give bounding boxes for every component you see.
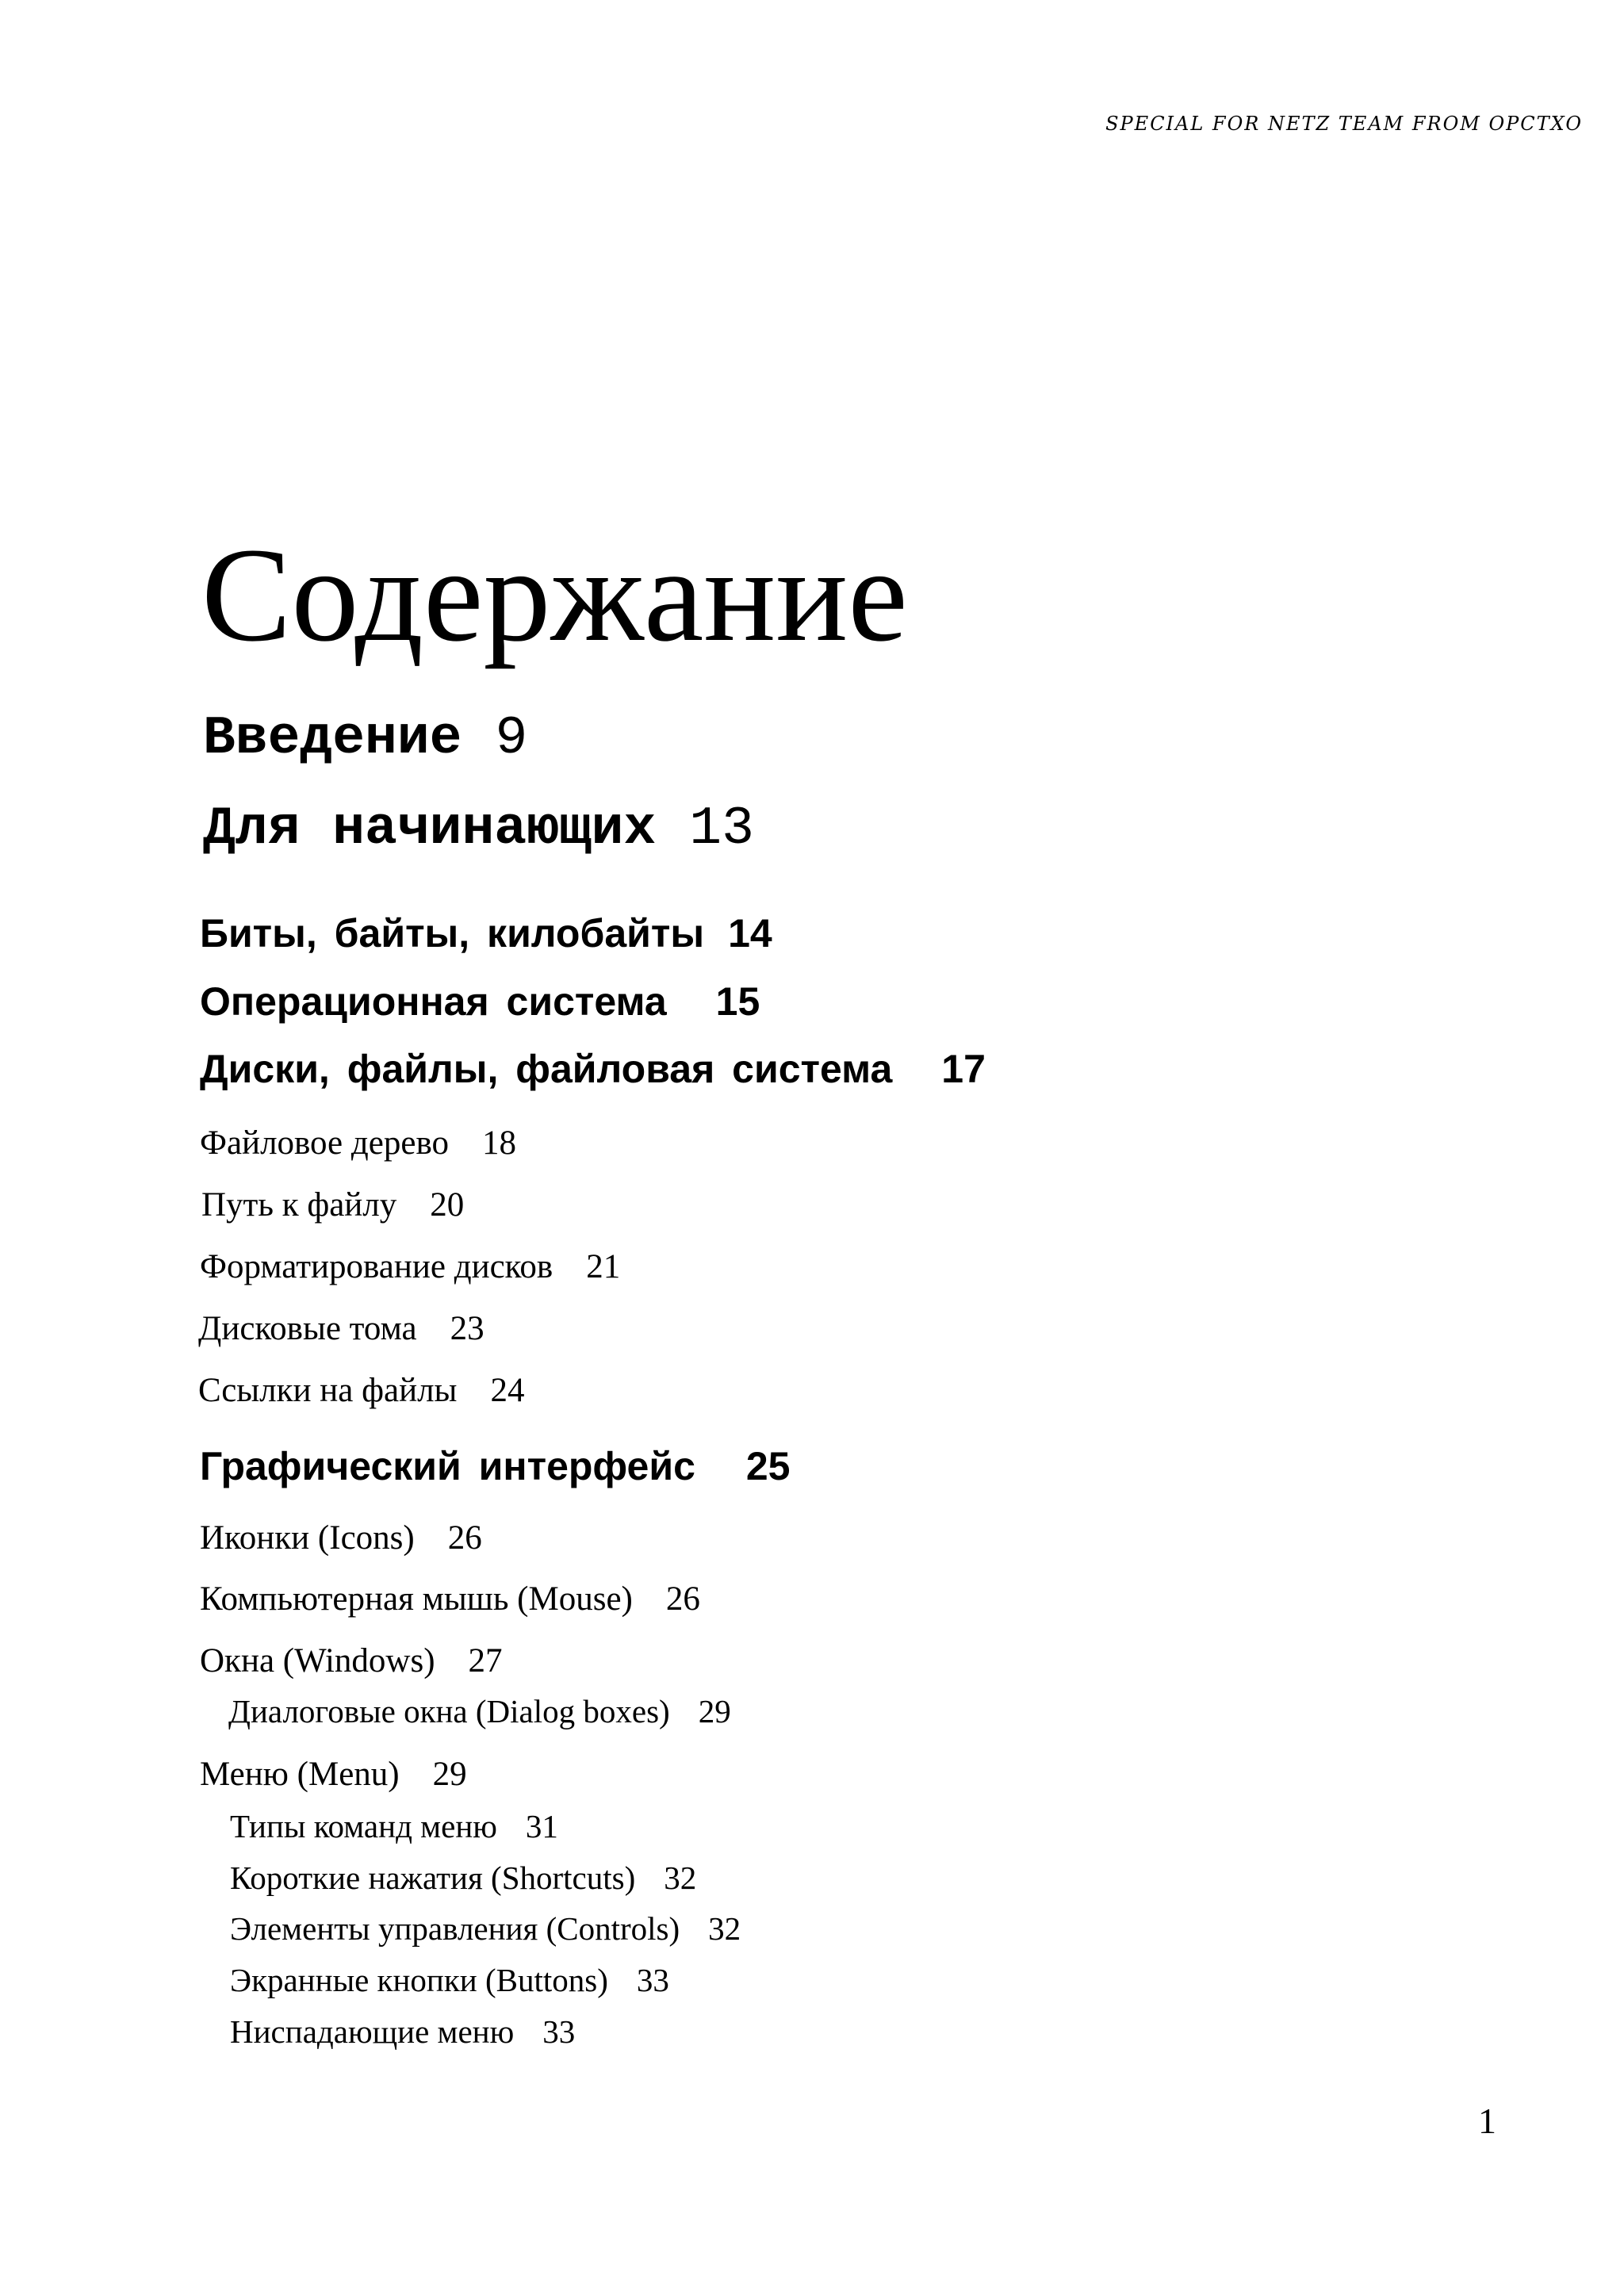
toc-entry-page: 29 bbox=[698, 1693, 731, 1729]
toc-entry-title: Диски, файлы, файловая система bbox=[200, 1047, 893, 1091]
toc-entry-title: Путь к файлу bbox=[201, 1186, 397, 1224]
toc-entry[interactable] bbox=[200, 1250, 620, 1284]
toc-entry[interactable] bbox=[200, 1644, 503, 1678]
page-title: Содержание bbox=[201, 520, 908, 669]
toc-entry-page: 13 bbox=[689, 799, 754, 860]
toc-entry-title: Элементы управления (Controls) bbox=[230, 1910, 680, 1947]
toc-entry-title: Введение bbox=[203, 708, 462, 769]
toc-entry-title: Файловое дерево bbox=[200, 1124, 449, 1162]
toc-entry-page: 26 bbox=[447, 1519, 482, 1557]
toc-entry[interactable] bbox=[230, 1810, 558, 1843]
toc-entry-page: 26 bbox=[665, 1580, 700, 1618]
toc-entry-page: 32 bbox=[664, 1860, 697, 1896]
toc-entry-title: Экранные кнопки (Buttons) bbox=[230, 1962, 608, 1998]
toc-entry-page: 29 bbox=[432, 1756, 467, 1793]
toc-entry-page: 14 bbox=[728, 911, 772, 956]
toc-entry-page: 9 bbox=[495, 708, 528, 769]
toc-entry-title: Операционная система bbox=[200, 979, 667, 1024]
toc-entry-title: Биты, байты, килобайты bbox=[200, 911, 705, 956]
toc-entry[interactable] bbox=[200, 1049, 986, 1089]
toc-entry[interactable] bbox=[200, 1446, 791, 1486]
toc-entry[interactable] bbox=[198, 1312, 485, 1346]
toc-entry-page: 23 bbox=[450, 1310, 485, 1347]
toc-entry-title: Компьютерная мышь (Mouse) bbox=[200, 1580, 633, 1618]
toc-entry[interactable] bbox=[201, 1188, 464, 1222]
toc-entry[interactable] bbox=[200, 1582, 700, 1616]
toc-entry-title: Диалоговые окна (Dialog boxes) bbox=[228, 1693, 670, 1729]
toc-entry-page: 15 bbox=[715, 979, 760, 1024]
toc-entry-title: Меню (Menu) bbox=[200, 1756, 400, 1793]
page-number: 1 bbox=[1478, 2101, 1496, 2141]
toc-entry-page: 33 bbox=[542, 2013, 576, 2050]
toc-entry-title: Окна (Windows) bbox=[200, 1642, 435, 1680]
toc-entry-title: Дисковые тома bbox=[198, 1310, 417, 1347]
toc-entry[interactable] bbox=[230, 1964, 669, 1997]
toc-entry[interactable] bbox=[200, 1521, 482, 1555]
toc-entry[interactable] bbox=[200, 979, 760, 1024]
toc-entry-page: 20 bbox=[430, 1186, 465, 1224]
toc-entry[interactable] bbox=[228, 1695, 731, 1728]
header-note: SPECIAL FOR NETZ TEAM FROM OPCTXO bbox=[1105, 113, 1583, 135]
toc-entry-page: 21 bbox=[586, 1248, 621, 1285]
toc-entry-title: Ниспадающие меню bbox=[230, 2013, 515, 2050]
toc-entry[interactable] bbox=[230, 1862, 696, 1894]
toc-entry-page: 33 bbox=[636, 1962, 669, 1998]
toc-entry[interactable] bbox=[203, 799, 754, 860]
toc-entry-title: Графический интерфейс bbox=[200, 1444, 695, 1488]
toc-entry-title: Ссылки на файлы bbox=[198, 1372, 458, 1409]
toc-entry-title: Типы команд меню bbox=[230, 1808, 497, 1844]
toc-entry[interactable] bbox=[198, 1373, 524, 1408]
toc-entry-page: 27 bbox=[468, 1642, 503, 1680]
toc-entry[interactable] bbox=[230, 2013, 576, 2050]
toc-entry-title: Для начинающих bbox=[203, 799, 657, 860]
toc-entry-page: 32 bbox=[708, 1910, 741, 1947]
toc-entry-page: 31 bbox=[525, 1808, 558, 1844]
toc-entry-page: 24 bbox=[490, 1372, 525, 1409]
toc-entry-title: Иконки (Icons) bbox=[200, 1519, 415, 1557]
toc-entry-page: 18 bbox=[481, 1124, 516, 1162]
toc-entry-page: 17 bbox=[941, 1047, 986, 1091]
toc-entry[interactable] bbox=[200, 911, 772, 956]
toc-entry-title: Форматирование дисков bbox=[200, 1248, 553, 1285]
toc-entry[interactable] bbox=[200, 1757, 467, 1791]
toc-entry[interactable] bbox=[203, 708, 528, 769]
toc-entry[interactable] bbox=[230, 1910, 741, 1947]
toc-entry[interactable] bbox=[200, 1126, 516, 1160]
toc-entry-page: 25 bbox=[745, 1444, 791, 1488]
toc-entry-title: Короткие нажатия (Shortcuts) bbox=[230, 1860, 636, 1896]
